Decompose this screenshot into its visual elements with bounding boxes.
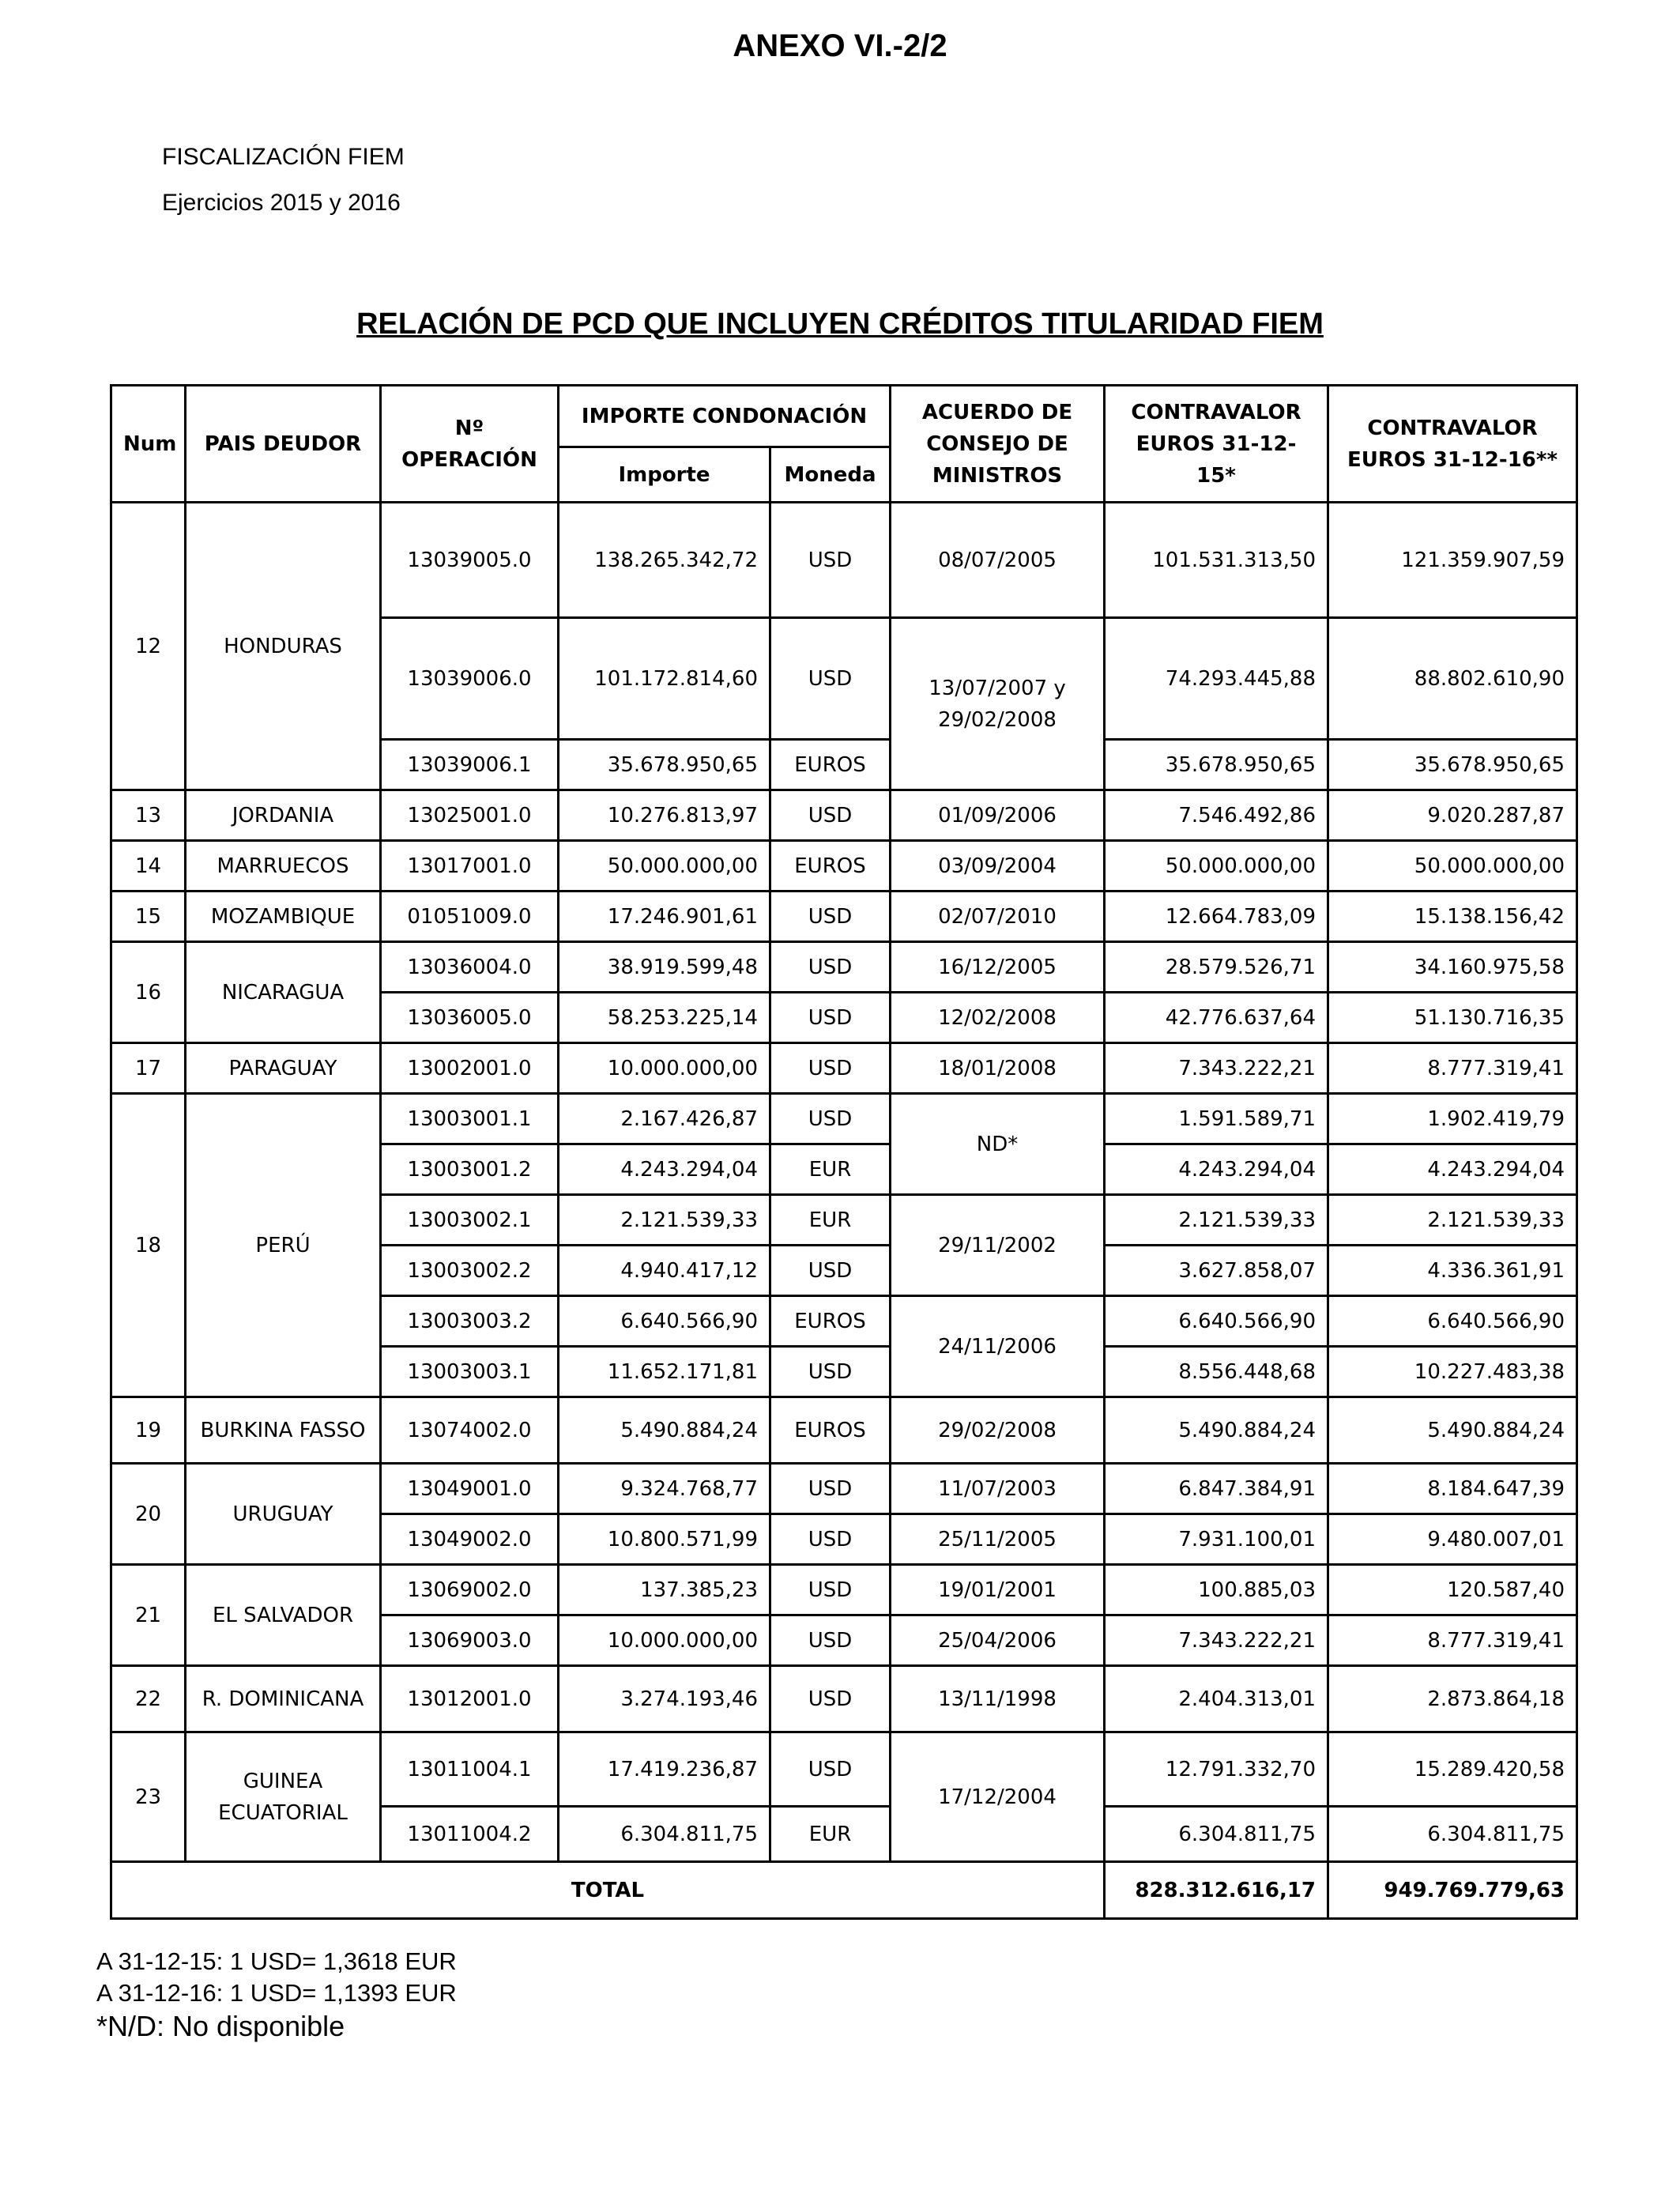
cell-operation: 13039006.1 [381, 740, 559, 790]
cell-num: 18 [111, 1094, 186, 1397]
cell-council: 11/07/2003 [891, 1464, 1105, 1514]
cell-country: R. DOMINICANA [186, 1666, 381, 1732]
cell-eur2015: 12.664.783,09 [1105, 892, 1328, 942]
cell-country: URUGUAY [186, 1464, 381, 1565]
cell-eur2016: 9.480.007,01 [1328, 1514, 1577, 1565]
cell-amount: 4.940.417,12 [559, 1246, 770, 1296]
table-row [111, 1043, 1577, 1094]
cell-eur2016: 35.678.950,65 [1328, 740, 1577, 790]
cell-eur2015: 8.556.448,68 [1105, 1347, 1328, 1397]
cell-operation: 13049002.0 [381, 1514, 559, 1565]
audit-label: FISCALIZACIÓN FIEM [162, 144, 405, 170]
cell-council: 02/07/2010 [891, 892, 1105, 942]
cell-council: 13/07/2007 y 29/02/2008 [891, 618, 1105, 790]
col-header-operation: Nº OPERACIÓN [381, 386, 559, 503]
cell-country: PERÚ [186, 1094, 381, 1397]
cell-num: 19 [111, 1397, 186, 1464]
cell-num: 13 [111, 790, 186, 841]
cell-eur2015: 7.931.100,01 [1105, 1514, 1328, 1565]
cell-country: MOZAMBIQUE [186, 892, 381, 942]
cell-eur2015: 6.847.384,91 [1105, 1464, 1328, 1514]
cell-amount: 17.419.236,87 [559, 1732, 770, 1807]
cell-operation: 13069003.0 [381, 1615, 559, 1666]
cell-council: 12/02/2008 [891, 993, 1105, 1043]
cell-council: 24/11/2006 [891, 1296, 1105, 1397]
cell-council: 08/07/2005 [891, 503, 1105, 618]
cell-currency: USD [770, 993, 891, 1043]
cell-eur2015: 50.000.000,00 [1105, 841, 1328, 892]
cell-eur2016: 15.289.420,58 [1328, 1732, 1577, 1807]
cell-eur2016: 4.243.294,04 [1328, 1144, 1577, 1195]
table-row [111, 841, 1577, 892]
cell-amount: 11.652.171,81 [559, 1347, 770, 1397]
cell-council: 25/04/2006 [891, 1615, 1105, 1666]
cell-amount: 10.000.000,00 [559, 1615, 770, 1666]
cell-currency: USD [770, 1565, 891, 1615]
cell-eur2016: 6.304.811,75 [1328, 1807, 1577, 1862]
cell-council: 01/09/2006 [891, 790, 1105, 841]
cell-operation: 13003002.1 [381, 1195, 559, 1246]
cell-num: 16 [111, 942, 186, 1043]
cell-eur2015: 35.678.950,65 [1105, 740, 1328, 790]
cell-currency: EUROS [770, 841, 891, 892]
cell-eur2016: 34.160.975,58 [1328, 942, 1577, 993]
total-label: TOTAL [111, 1862, 1105, 1919]
cell-country: GUINEA ECUATORIAL [186, 1732, 381, 1862]
cell-amount: 3.274.193,46 [559, 1666, 770, 1732]
cell-currency: USD [770, 892, 891, 942]
cell-currency: USD [770, 1666, 891, 1732]
cell-currency: USD [770, 1732, 891, 1807]
cell-eur2016: 2.873.864,18 [1328, 1666, 1577, 1732]
cell-eur2016: 2.121.539,33 [1328, 1195, 1577, 1246]
cell-eur2016: 121.359.907,59 [1328, 503, 1577, 618]
cell-operation: 13039006.0 [381, 618, 559, 740]
cell-operation: 13069002.0 [381, 1565, 559, 1615]
exchange-rate-2016: A 31-12-16: 1 USD= 1,1393 EUR [96, 1979, 457, 2007]
cell-eur2016: 5.490.884,24 [1328, 1397, 1577, 1464]
cell-currency: USD [770, 790, 891, 841]
cell-council: 19/01/2001 [891, 1565, 1105, 1615]
cell-operation: 13049001.0 [381, 1464, 559, 1514]
cell-eur2016: 50.000.000,00 [1328, 841, 1577, 892]
exchange-rate-2015: A 31-12-15: 1 USD= 1,3618 EUR [96, 1947, 457, 1975]
cell-amount: 38.919.599,48 [559, 942, 770, 993]
col-header-currency: Moneda [770, 447, 891, 503]
cell-operation: 13036005.0 [381, 993, 559, 1043]
table-row [111, 892, 1577, 942]
cell-operation: 13011004.1 [381, 1732, 559, 1807]
cell-currency: EUROS [770, 740, 891, 790]
cell-country: PARAGUAY [186, 1043, 381, 1094]
cell-currency: USD [770, 618, 891, 740]
cell-amount: 6.640.566,90 [559, 1296, 770, 1347]
cell-eur2016: 8.184.647,39 [1328, 1464, 1577, 1514]
cell-council: 18/01/2008 [891, 1043, 1105, 1094]
table-row [111, 1666, 1577, 1732]
cell-eur2015: 74.293.445,88 [1105, 618, 1328, 740]
cell-eur2016: 51.130.716,35 [1328, 993, 1577, 1043]
cell-eur2016: 88.802.610,90 [1328, 618, 1577, 740]
cell-currency: EUR [770, 1807, 891, 1862]
cell-currency: EUR [770, 1195, 891, 1246]
total-row [111, 1862, 1577, 1919]
total-eur2015: 828.312.616,17 [1105, 1862, 1328, 1919]
cell-eur2015: 101.531.313,50 [1105, 503, 1328, 618]
total-eur2016: 949.769.779,63 [1328, 1862, 1577, 1919]
cell-num: 12 [111, 503, 186, 790]
table-row [111, 1094, 1577, 1144]
cell-eur2015: 7.546.492,86 [1105, 790, 1328, 841]
cell-currency: USD [770, 1347, 891, 1397]
cell-council: 25/11/2005 [891, 1514, 1105, 1565]
cell-eur2016: 15.138.156,42 [1328, 892, 1577, 942]
annex-title: ANEXO VI.-2/2 [733, 28, 947, 63]
cell-amount: 5.490.884,24 [559, 1397, 770, 1464]
period-label: Ejercicios 2015 y 2016 [162, 190, 401, 216]
cell-amount: 2.121.539,33 [559, 1195, 770, 1246]
cell-amount: 10.800.571,99 [559, 1514, 770, 1565]
cell-eur2016: 6.640.566,90 [1328, 1296, 1577, 1347]
cell-currency: EUROS [770, 1296, 891, 1347]
cell-num: 20 [111, 1464, 186, 1565]
cell-eur2015: 2.121.539,33 [1105, 1195, 1328, 1246]
cell-eur2016: 1.902.419,79 [1328, 1094, 1577, 1144]
cell-amount: 10.000.000,00 [559, 1043, 770, 1094]
cell-num: 17 [111, 1043, 186, 1094]
cell-currency: USD [770, 1094, 891, 1144]
cell-eur2015: 28.579.526,71 [1105, 942, 1328, 993]
cell-country: HONDURAS [186, 503, 381, 790]
cell-council: ND* [891, 1094, 1105, 1195]
cell-currency: EUROS [770, 1397, 891, 1464]
cell-country: MARRUECOS [186, 841, 381, 892]
cell-operation: 13003003.2 [381, 1296, 559, 1347]
cell-operation: 13002001.0 [381, 1043, 559, 1094]
cell-num: 23 [111, 1732, 186, 1862]
cell-eur2015: 2.404.313,01 [1105, 1666, 1328, 1732]
col-header-country: PAIS DEUDOR [186, 386, 381, 503]
cell-eur2016: 8.777.319,41 [1328, 1615, 1577, 1666]
cell-eur2015: 1.591.589,71 [1105, 1094, 1328, 1144]
table-row [111, 1732, 1577, 1807]
cell-eur2016: 8.777.319,41 [1328, 1043, 1577, 1094]
cell-operation: 13003001.2 [381, 1144, 559, 1195]
table-row [111, 503, 1577, 618]
cell-amount: 2.167.426,87 [559, 1094, 770, 1144]
col-header-eur2015: CONTRAVALOR EUROS 31-12-15* [1105, 386, 1328, 503]
table-title: RELACIÓN DE PCD QUE INCLUYEN CRÉDITOS TITULARIDAD FIEM [356, 307, 1324, 341]
cell-currency: USD [770, 503, 891, 618]
cell-amount: 101.172.814,60 [559, 618, 770, 740]
cell-num: 22 [111, 1666, 186, 1732]
cell-council: 17/12/2004 [891, 1732, 1105, 1862]
cell-eur2015: 100.885,03 [1105, 1565, 1328, 1615]
cell-operation: 13012001.0 [381, 1666, 559, 1732]
cell-eur2015: 4.243.294,04 [1105, 1144, 1328, 1195]
cell-currency: USD [770, 1615, 891, 1666]
cell-num: 21 [111, 1565, 186, 1666]
cell-num: 15 [111, 892, 186, 942]
cell-amount: 138.265.342,72 [559, 503, 770, 618]
col-header-eur2016: CONTRAVALOR EUROS 31-12-16** [1328, 386, 1577, 503]
col-header-num: Num [111, 386, 186, 503]
cell-currency: USD [770, 1464, 891, 1514]
table-row [111, 1397, 1577, 1464]
cell-eur2015: 5.490.884,24 [1105, 1397, 1328, 1464]
nd-footnote: *N/D: No disponible [96, 2010, 345, 2042]
cell-operation: 13025001.0 [381, 790, 559, 841]
cell-country: NICARAGUA [186, 942, 381, 1043]
cell-eur2015: 7.343.222,21 [1105, 1615, 1328, 1666]
cell-council: 29/02/2008 [891, 1397, 1105, 1464]
cell-currency: USD [770, 1514, 891, 1565]
cell-council: 13/11/1998 [891, 1666, 1105, 1732]
table-row [111, 1565, 1577, 1615]
cell-currency: EUR [770, 1144, 891, 1195]
cell-currency: USD [770, 942, 891, 993]
cell-eur2016: 120.587,40 [1328, 1565, 1577, 1615]
cell-council: 16/12/2005 [891, 942, 1105, 993]
cell-operation: 13003003.1 [381, 1347, 559, 1397]
cell-eur2015: 7.343.222,21 [1105, 1043, 1328, 1094]
cell-country: EL SALVADOR [186, 1565, 381, 1666]
cell-amount: 35.678.950,65 [559, 740, 770, 790]
cell-operation: 13074002.0 [381, 1397, 559, 1464]
cell-eur2016: 4.336.361,91 [1328, 1246, 1577, 1296]
cell-eur2015: 6.640.566,90 [1105, 1296, 1328, 1347]
cell-amount: 50.000.000,00 [559, 841, 770, 892]
cell-eur2016: 10.227.483,38 [1328, 1347, 1577, 1397]
cell-currency: USD [770, 1246, 891, 1296]
cell-operation: 13011004.2 [381, 1807, 559, 1862]
cell-operation: 13039005.0 [381, 503, 559, 618]
col-header-amount: Importe [559, 447, 770, 503]
cell-eur2016: 9.020.287,87 [1328, 790, 1577, 841]
col-header-forgiveness: IMPORTE CONDONACIÓN [559, 386, 891, 447]
cell-country: BURKINA FASSO [186, 1397, 381, 1464]
pcd-table [110, 384, 1578, 1920]
cell-council: 29/11/2002 [891, 1195, 1105, 1296]
table-row [111, 790, 1577, 841]
table-row [111, 942, 1577, 993]
cell-operation: 13036004.0 [381, 942, 559, 993]
cell-amount: 4.243.294,04 [559, 1144, 770, 1195]
cell-amount: 9.324.768,77 [559, 1464, 770, 1514]
cell-amount: 17.246.901,61 [559, 892, 770, 942]
cell-operation: 01051009.0 [381, 892, 559, 942]
cell-currency: USD [770, 1043, 891, 1094]
col-header-council: ACUERDO DE CONSEJO DE MINISTROS [891, 386, 1105, 503]
cell-eur2015: 12.791.332,70 [1105, 1732, 1328, 1807]
cell-operation: 13017001.0 [381, 841, 559, 892]
cell-operation: 13003002.2 [381, 1246, 559, 1296]
cell-council: 03/09/2004 [891, 841, 1105, 892]
cell-operation: 13003001.1 [381, 1094, 559, 1144]
cell-amount: 10.276.813,97 [559, 790, 770, 841]
cell-eur2015: 6.304.811,75 [1105, 1807, 1328, 1862]
cell-eur2015: 42.776.637,64 [1105, 993, 1328, 1043]
cell-amount: 6.304.811,75 [559, 1807, 770, 1862]
cell-amount: 137.385,23 [559, 1565, 770, 1615]
footnotes [96, 1946, 457, 2044]
cell-num: 14 [111, 841, 186, 892]
table-row [111, 1464, 1577, 1514]
cell-eur2015: 3.627.858,07 [1105, 1246, 1328, 1296]
cell-country: JORDANIA [186, 790, 381, 841]
cell-amount: 58.253.225,14 [559, 993, 770, 1043]
